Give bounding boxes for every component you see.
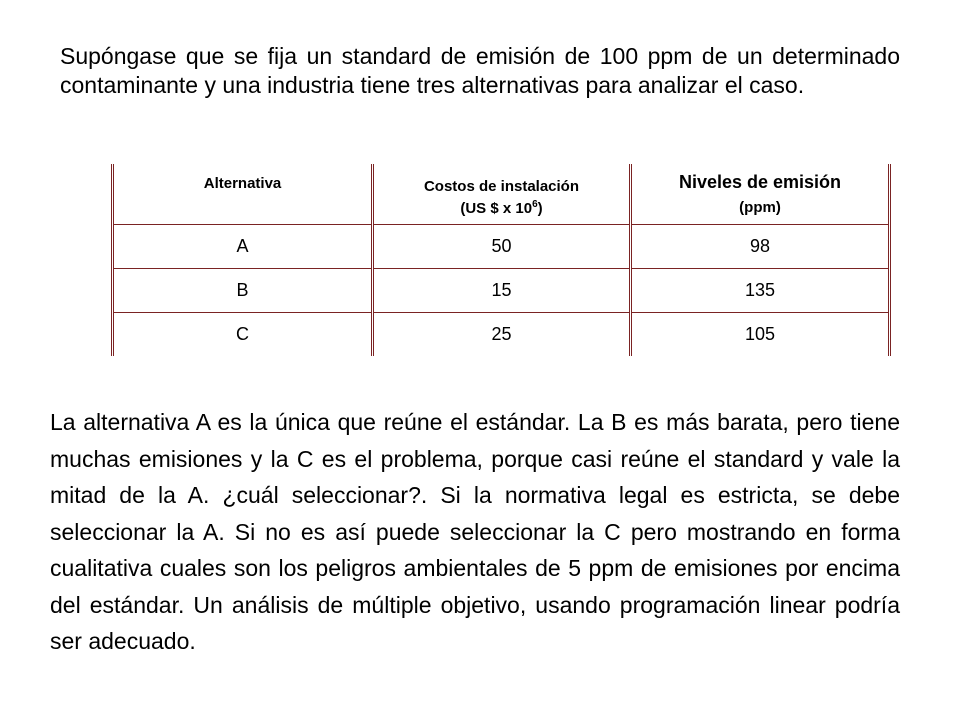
header-costos <box>373 164 631 225</box>
header-alternativa: Alternativa <box>113 164 373 225</box>
cell-alternativa: A <box>113 225 373 269</box>
intro-paragraph: Supóngase que se fija un standard de emisión de 100 ppm de un determinado contaminante y una industria tiene tres alternativas para analizar el caso. <box>60 43 900 98</box>
header-niveles <box>631 164 890 225</box>
cell-costo: 15 <box>373 269 631 313</box>
table-row <box>113 313 890 357</box>
cell-costo: 50 <box>373 225 631 269</box>
table-row <box>113 225 890 269</box>
header-costos-line2: (US $ x $10^6$) <box>460 198 543 217</box>
header-niveles-line2: (ppm) <box>739 199 781 216</box>
table-row <box>113 269 890 313</box>
table-header-row <box>113 164 890 225</box>
cell-emision: 105 <box>631 313 890 357</box>
header-costos-line1: Costos de instalación <box>423 177 580 195</box>
cell-costo: 25 <box>373 313 631 357</box>
header-niveles-line1: Niveles de emisión <box>678 172 842 192</box>
alternatives-table <box>111 164 891 356</box>
conclusion-paragraph: La alternativa A es la única que reúne el estándar. La B es más barata, pero tiene muchas emisiones y la C es el problema, porque casi reúne el standard y vale la mitad de la A. ¿cuál seleccionar?. Si la normativa legal es estricta, se debe seleccionar la A. Si no es así puede seleccionar la C pero mostrando en forma cualitativa cuales son los peligros ambientales de 5 ppm de emisiones por encima del estándar. Un análisis de múltiple objetivo, usando programación linear podría ser adecuado. <box>50 409 900 654</box>
cell-emision: 98 <box>631 225 890 269</box>
cell-alternativa: C <box>113 313 373 357</box>
cell-alternativa: B <box>113 269 373 313</box>
cell-emision: 135 <box>631 269 890 313</box>
alternatives-table-container <box>111 164 888 356</box>
